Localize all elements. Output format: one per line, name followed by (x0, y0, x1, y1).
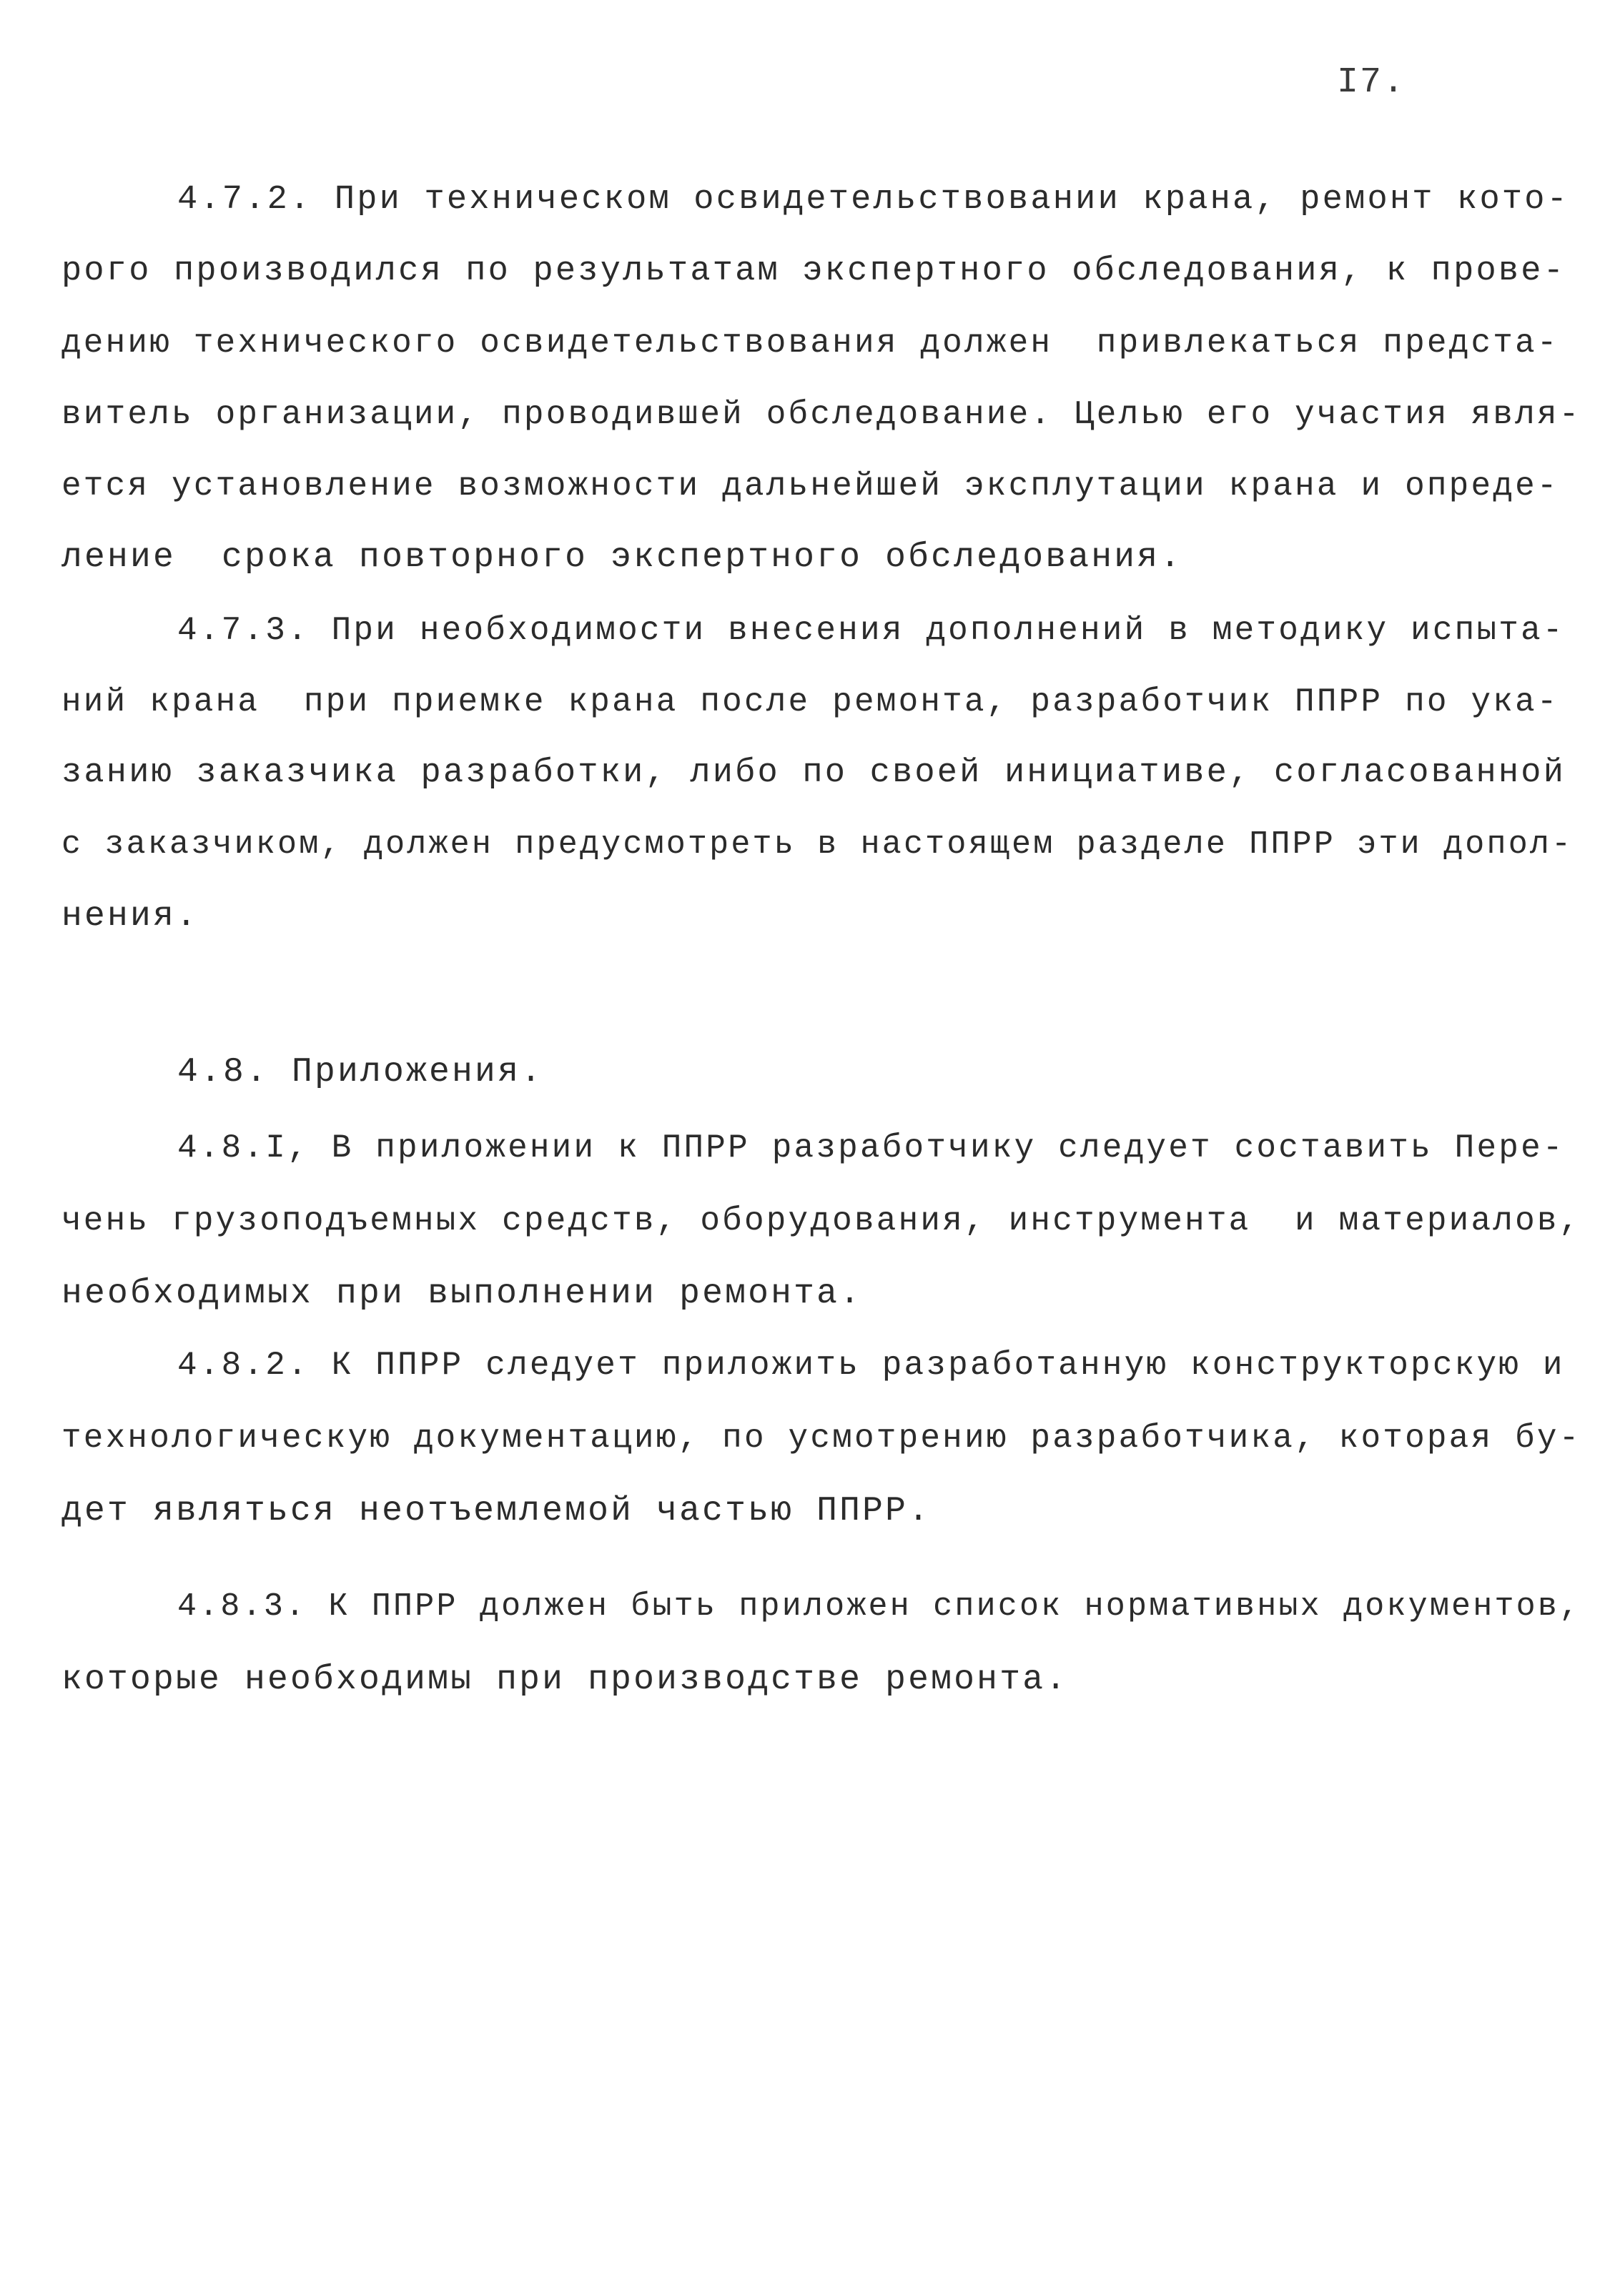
text-line: ление срока повторного экспертного обследования. (61, 538, 1183, 577)
text-line: необходимых при выполнении ремонта. (61, 1275, 863, 1313)
text-line: ний крана при приемке крана после ремонта, разработчик ППРР по ука- (61, 683, 1559, 721)
page-number: I7. (1337, 62, 1406, 103)
text-line: чень грузоподъемных средств, оборудования, инструмента и материалов, (61, 1202, 1581, 1239)
text-line: рого производился по результатам экспертного обследования, к прове- (61, 252, 1566, 290)
text-line: дению технического освидетельствования должен привлекаться предста- (61, 325, 1559, 362)
text-line: нения. (61, 897, 199, 936)
section-heading: 4.8. Приложения. (177, 1053, 544, 1092)
text-line: 4.8.I, В приложении к ППРР разработчику следует составить Пере- (177, 1129, 1565, 1167)
text-line: с заказчиком, должен предусмотреть в настоящем разделе ППРР эти допол- (61, 826, 1574, 863)
text-line: 4.8.3. К ППРР должен быть приложен список нормативных документов, (177, 1588, 1581, 1625)
text-line: 4.8.2. К ППРР следует приложить разработанную конструкторскую и (177, 1347, 1565, 1384)
text-line: занию заказчика разработки, либо по своей инициативе, согласованной (61, 754, 1566, 792)
text-line: витель организации, проводившей обследование. Целью его участия явля- (61, 396, 1581, 433)
text-line: 4.7.2. При техническом освидетельствовании крана, ремонт кото- (177, 181, 1570, 219)
text-line: 4.7.3. При необходимости внесения дополнений в методику испыта- (177, 612, 1565, 649)
text-line: технологическую документацию, по усмотрению разработчика, которая бу- (61, 1420, 1581, 1457)
text-line: ется установление возможности дальнейшей эксплутации крана и опреде- (61, 467, 1559, 505)
text-line: которые необходимы при производстве ремонта. (61, 1661, 1069, 1699)
text-line: дет являться неотъемлемой частью ППРР. (61, 1492, 932, 1530)
